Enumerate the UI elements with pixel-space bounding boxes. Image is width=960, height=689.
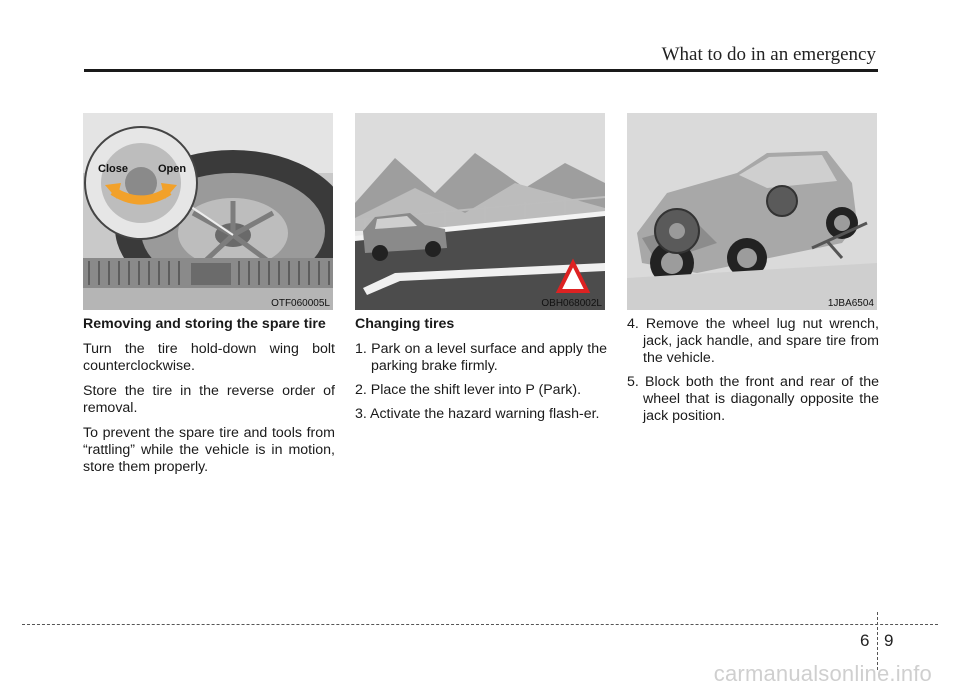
paragraph: To prevent the spare tire and tools from “rattling” while the vehicle is in motion, store them properly. (83, 425, 335, 475)
section-heading: Changing tires (355, 316, 455, 332)
header-rule (84, 69, 878, 72)
step-item: 1. Park on a level surface and apply the parking brake firmly. (355, 341, 607, 374)
spare-tire-illustration (83, 113, 333, 310)
figure-code: 1JBA6504 (827, 298, 874, 309)
open-label: Open (158, 163, 187, 175)
car-jack-figure (627, 113, 877, 310)
column-spare-tire (83, 316, 335, 484)
parked-car-figure (355, 113, 605, 310)
watermark: carmanualsonline.info (713, 661, 932, 686)
step-item: 2. Place the shift lever into P (Park). (355, 382, 582, 398)
steps-list (355, 341, 607, 423)
paragraph: Turn the tire hold-down wing bolt counterclockwise. (83, 341, 335, 374)
parked-car-illustration (355, 113, 605, 310)
section-title: What to do in an emergency (661, 44, 876, 65)
steps-list (627, 316, 879, 425)
figure-code: OTF060005L (271, 298, 330, 309)
paragraph: Store the tire in the reverse order of removal. (83, 383, 335, 416)
section-heading: Removing and storing the spare tire (83, 316, 326, 332)
figure-code: OBH068002L (541, 298, 602, 309)
column-steps-continued (627, 316, 879, 432)
chapter-number: 6 (860, 631, 870, 650)
footer-dashed-rule (22, 624, 938, 625)
close-label: Close (98, 163, 128, 175)
step-item: 3. Activate the hazard warning flash-er. (355, 406, 600, 422)
car-jack-illustration (627, 113, 877, 310)
spare-tire-figure (83, 113, 333, 310)
step-item: 5. Block both the front and rear of the wheel that is diagonally opposite the jack position. (627, 374, 879, 424)
step-item: 4. Remove the wheel lug nut wrench, jack, jack handle, and spare tire from the vehicle. (627, 316, 879, 366)
page-number: 9 (884, 631, 894, 650)
column-changing-tires (355, 316, 607, 430)
